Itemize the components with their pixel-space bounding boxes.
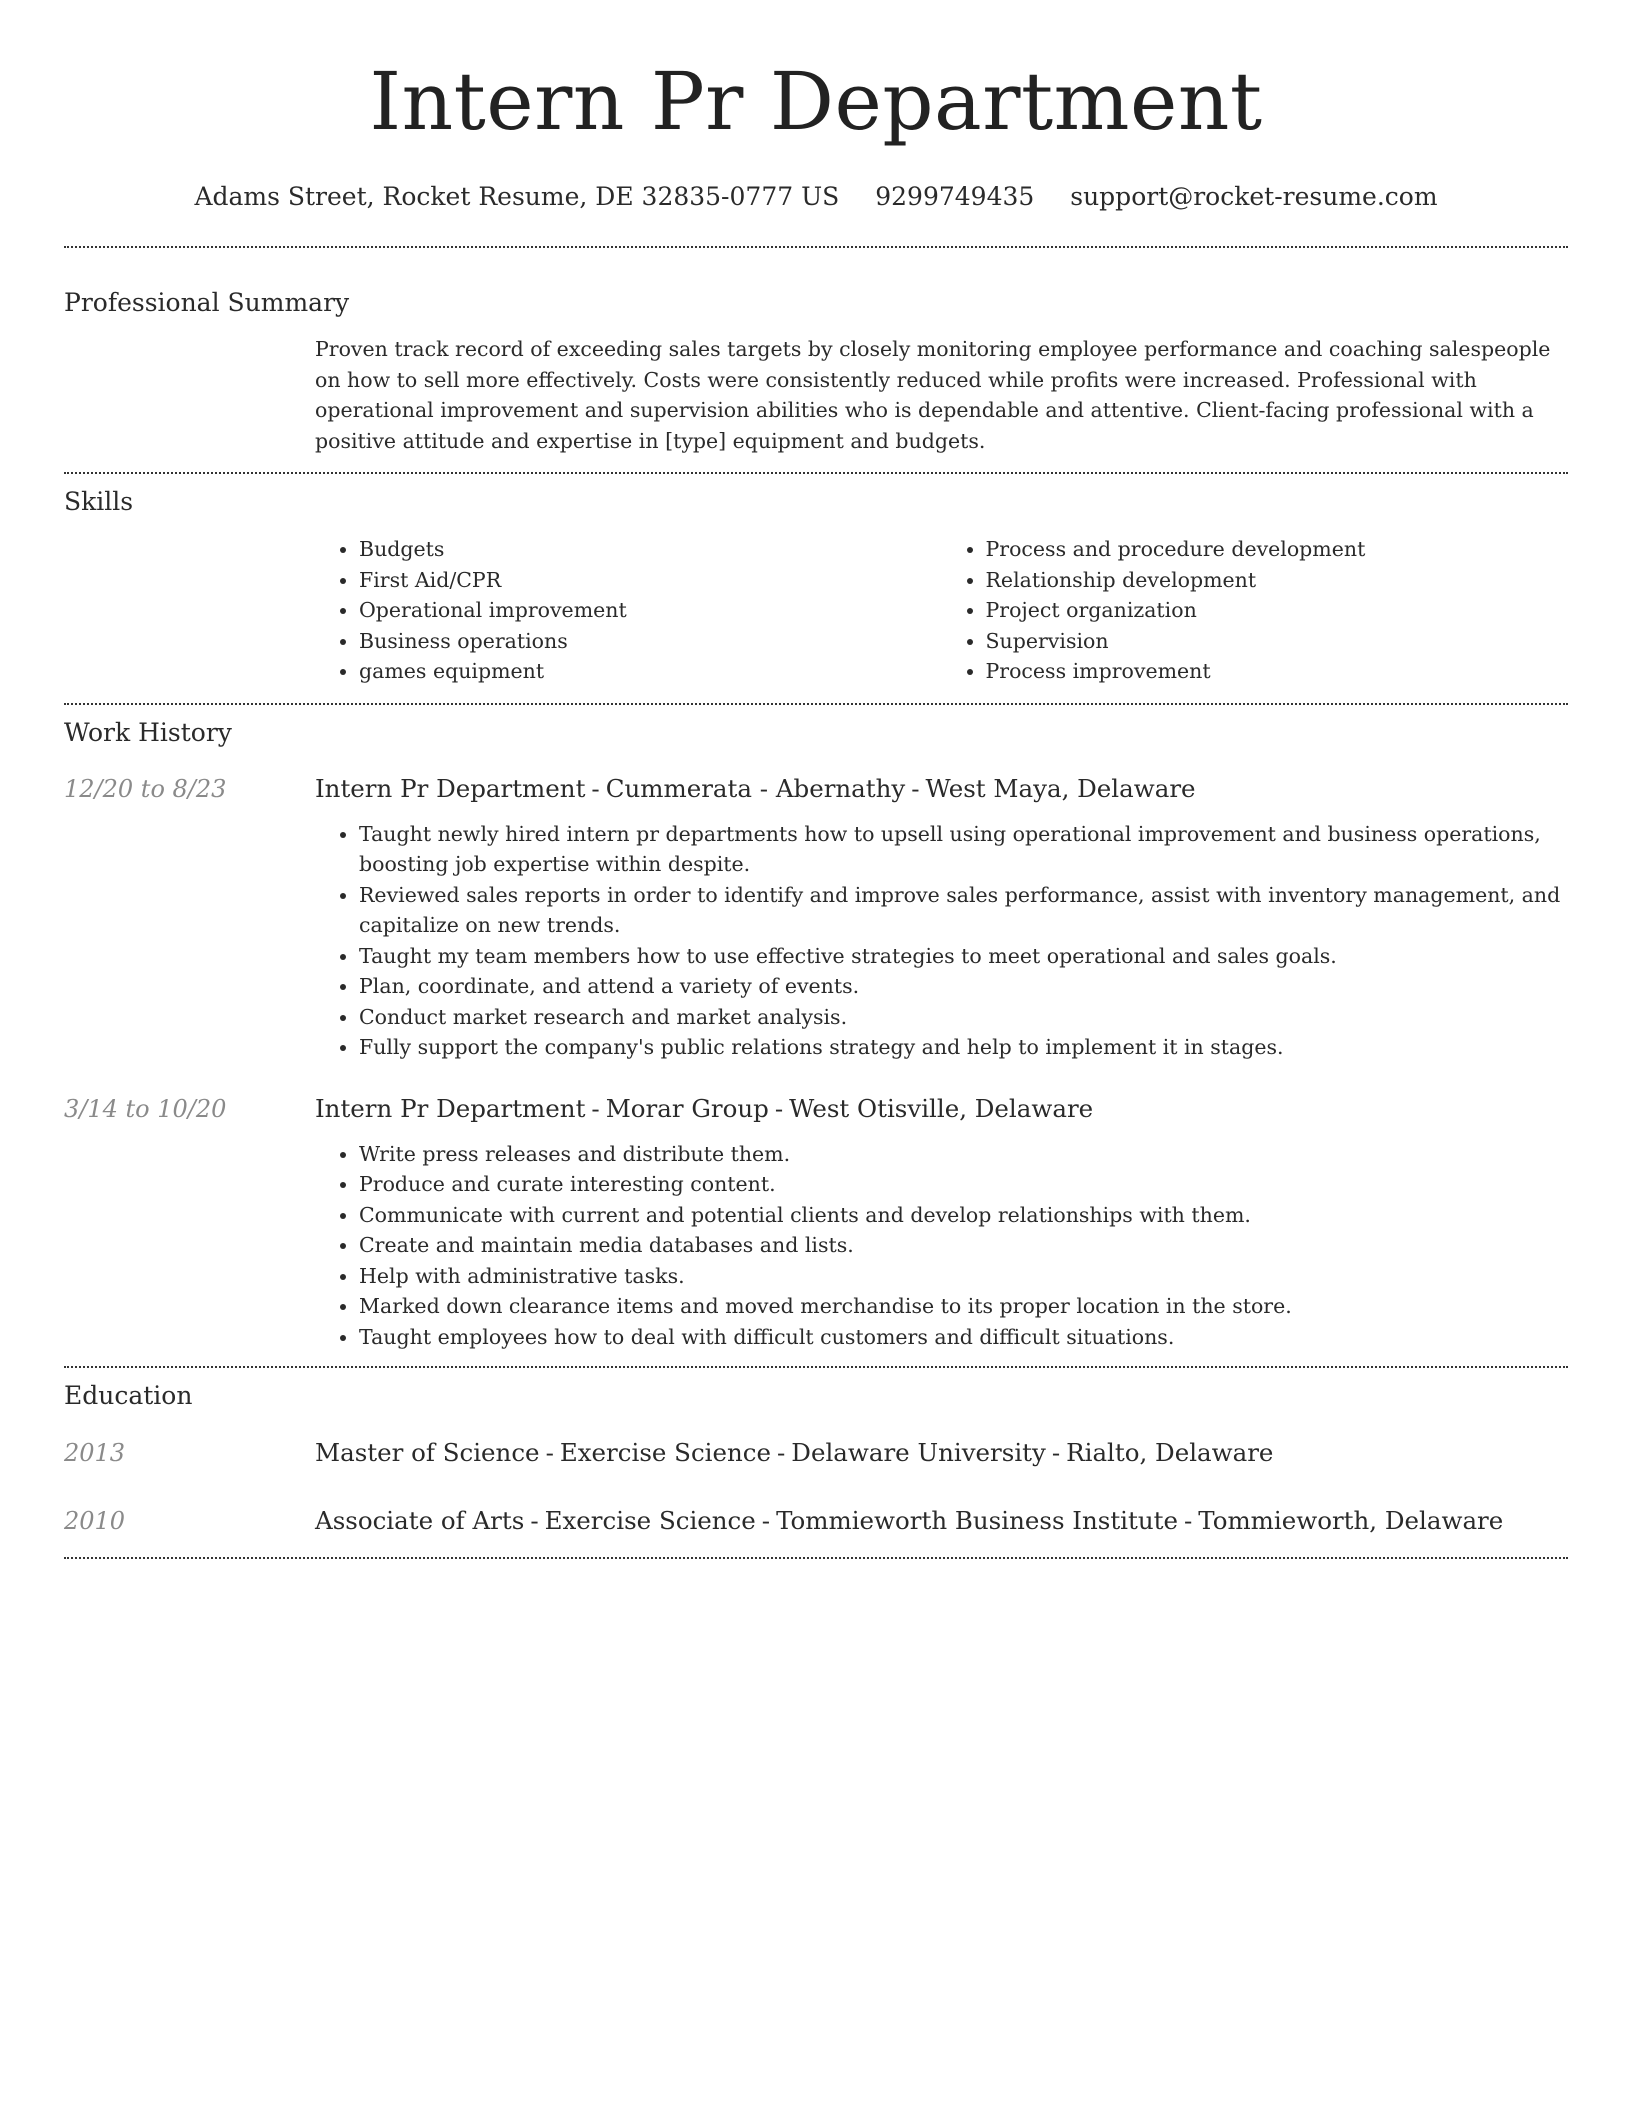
skill-item: • Process improvement <box>986 656 1569 687</box>
school-location: Rialto, Delaware <box>1066 1438 1274 1467</box>
education-section <box>64 1368 1568 1538</box>
job-dates: 12/20 to 8/23 <box>64 774 227 803</box>
job-title: Intern Pr Department <box>315 773 586 803</box>
job-heading: Intern Pr Department - Cummerata - Abernathy - West Maya, Delaware <box>315 773 1196 803</box>
section-title-summary: Professional Summary <box>64 288 350 317</box>
phone-text: 9299749435 <box>875 182 1035 211</box>
email-text: support@rocket-resume.com <box>1070 182 1438 211</box>
section-title-skills: Skills <box>64 487 134 516</box>
skills-list-left <box>315 534 942 687</box>
section-title-work: Work History <box>64 717 232 747</box>
degree: Associate of Arts <box>315 1506 525 1535</box>
skill-item: • Relationship development <box>986 565 1569 596</box>
job-location: West Otisville, Delaware <box>789 1093 1094 1123</box>
job-bullets <box>315 1139 1568 1353</box>
job-company: Cummerata - Abernathy <box>605 773 906 803</box>
job-heading: Intern Pr Department - Morar Group - West Otisville, Delaware <box>315 1093 1094 1123</box>
skills-section <box>64 474 1568 687</box>
skill-item: • Process and procedure development <box>986 534 1569 565</box>
education-entry <box>64 1504 1568 1538</box>
job-bullet: • Communicate with current and potential clients and develop relationships with them. <box>359 1200 1568 1231</box>
job-entry <box>64 772 1568 1063</box>
education-heading: Master of Science - Exercise Science - Delaware University - Rialto, Delaware <box>315 1438 1274 1467</box>
job-bullet: • Fully support the company's public relations strategy and help to implement it in stages. <box>359 1032 1568 1063</box>
skill-item: • Business operations <box>359 626 942 657</box>
school-location: Tommieworth, Delaware <box>1198 1506 1504 1535</box>
job-bullet: • Conduct market research and market analysis. <box>359 1002 1568 1033</box>
job-bullet: • Reviewed sales reports in order to identify and improve sales performance, assist with inventory management, and capitalize on new trends. <box>359 880 1568 941</box>
education-entry <box>64 1436 1568 1470</box>
contact-line <box>64 180 1568 214</box>
address-text: Adams Street, Rocket Resume, DE 32835-0777 US <box>194 182 840 211</box>
job-bullet: • Write press releases and distribute them. <box>359 1139 1568 1170</box>
job-dates: 3/14 to 10/20 <box>64 1094 227 1123</box>
candidate-name: Intern Pr Department <box>369 55 1263 148</box>
skill-item: • First Aid/CPR <box>359 565 942 596</box>
job-bullets <box>315 819 1568 1063</box>
degree: Master of Science <box>315 1438 540 1467</box>
job-bullet: • Taught newly hired intern pr departments how to upsell using operational improvement and business operations, boosting job expertise within despite. <box>359 819 1568 880</box>
job-location: West Maya, Delaware <box>925 773 1196 803</box>
job-bullet: • Marked down clearance items and moved merchandise to its proper location in the store. <box>359 1291 1568 1322</box>
job-company: Morar Group <box>605 1093 769 1123</box>
school: Delaware University <box>791 1438 1046 1467</box>
job-bullet: • Create and maintain media databases and lists. <box>359 1230 1568 1261</box>
school: Tommieworth Business Institute <box>776 1506 1178 1535</box>
education-year: 2013 <box>64 1439 126 1467</box>
summary-section <box>64 248 1568 456</box>
job-bullet: • Help with administrative tasks. <box>359 1261 1568 1292</box>
job-bullet: • Taught employees how to deal with difficult customers and difficult situations. <box>359 1322 1568 1353</box>
job-bullet: • Plan, coordinate, and attend a variety of events. <box>359 971 1568 1002</box>
job-entry <box>64 1092 1568 1353</box>
skill-item: • Project organization <box>986 595 1569 626</box>
field-of-study: Exercise Science <box>559 1438 772 1467</box>
job-bullet: • Produce and curate interesting content. <box>359 1169 1568 1200</box>
summary-text: Proven track record of exceeding sales targets by closely monitoring employee performance and coaching salespeople on how to sell more effectively. Costs were consistently reduced while profits were increased. Professional with operational improvement and supervision abilities who is dependable and attentive. Client-facing professional with a positive attitude and expertise in [type] equipment and budgets. <box>315 337 1551 453</box>
field-of-study: Exercise Science <box>544 1506 756 1535</box>
divider <box>64 1557 1568 1559</box>
section-title-education: Education <box>64 1381 193 1410</box>
skill-item: • Supervision <box>986 626 1569 657</box>
resume-page <box>64 0 1568 1559</box>
skill-item: • games equipment <box>359 656 942 687</box>
job-bullet: • Taught my team members how to use effective strategies to meet operational and sales goals. <box>359 941 1568 972</box>
education-year: 2010 <box>64 1507 126 1535</box>
job-title: Intern Pr Department <box>315 1093 586 1123</box>
education-heading: Associate of Arts - Exercise Science - Tommieworth Business Institute - Tommieworth, Delaware <box>315 1506 1504 1535</box>
work-history-section <box>64 705 1568 1353</box>
skills-list-right <box>942 534 1569 687</box>
skill-item: • Operational improvement <box>359 595 942 626</box>
skill-item: • Budgets <box>359 534 942 565</box>
